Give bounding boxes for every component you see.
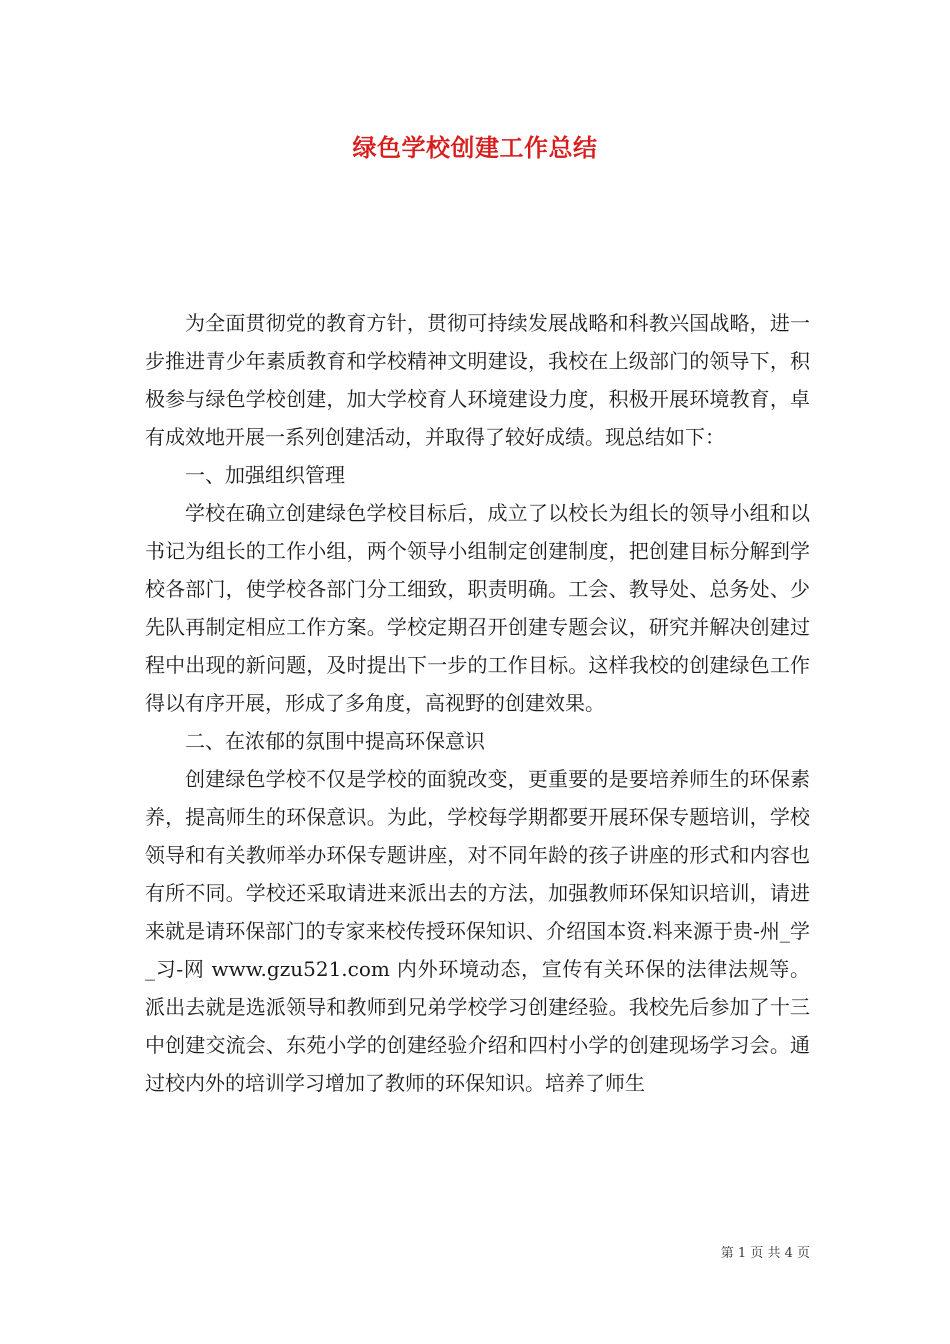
intro-paragraph: 为全面贯彻党的教育方针，贯彻可持续发展战略和科教兴国战略，进一步推进青少年素质教育和学校精神文明建设，我校在上级部门的领导下，积极参与绿色学校创建，加大学校育人环境建设力度，积极开展环境教育，卓有成效地开展一系列创建活动，并取得了较好成绩。现总结如下： (145, 311, 810, 449)
section-1-paragraph: 学校在确立创建绿色学校目标后，成立了以校长为组长的领导小组和以书记为组长的工作小组，两个领导小组制定创建制度，把创建目标分解到学校各部门，使学校各部门分工细致，职责明确。工会、教导处、总务处、少先队再制定相应工作方案。学校定期召开创建专题会议，研究并解决创建过程中出现的新问题，及时提出下一步的工作目标。这样我校的创建绿色工作得以有序开展，形成了多角度，高视野的创建效果。 (145, 501, 810, 715)
page-number: 第 1 页 共 4 页 (720, 1246, 810, 1261)
section-heading-2: 二、在浓郁的氛围中提高环保意识 (185, 729, 485, 753)
section-heading-1: 一、加强组织管理 (185, 463, 345, 487)
document-body (145, 304, 810, 1102)
section-2-paragraph: 创建绿色学校不仅是学校的面貌改变，更重要的是要培养师生的环保素养，提高师生的环保意识。为此，学校每学期都要开展环保专题培训，学校领导和有关教师举办环保专题讲座，对不同年龄的孩子讲座的形式和内容也有所不同。学校还采取请进来派出去的方法，加强教师环保知识培训，请进来就是请环保部门的专家来校传授环保知识、介绍国本资.料来源于贵-州_学_习-网 www.gzu521.com 内外环境动态，宣传有关环保的法律法规等。派出去就是选派领导和教师到兄弟学校学习创建经验。我校先后参加了十三中创建交流会、东苑小学的创建经验介绍和四村小学的创建现场学习会。通过校内外的培训学习增加了教师的环保知识。培养了师生 (145, 767, 810, 1095)
document-title: 绿色学校创建工作总结 (352, 134, 598, 162)
